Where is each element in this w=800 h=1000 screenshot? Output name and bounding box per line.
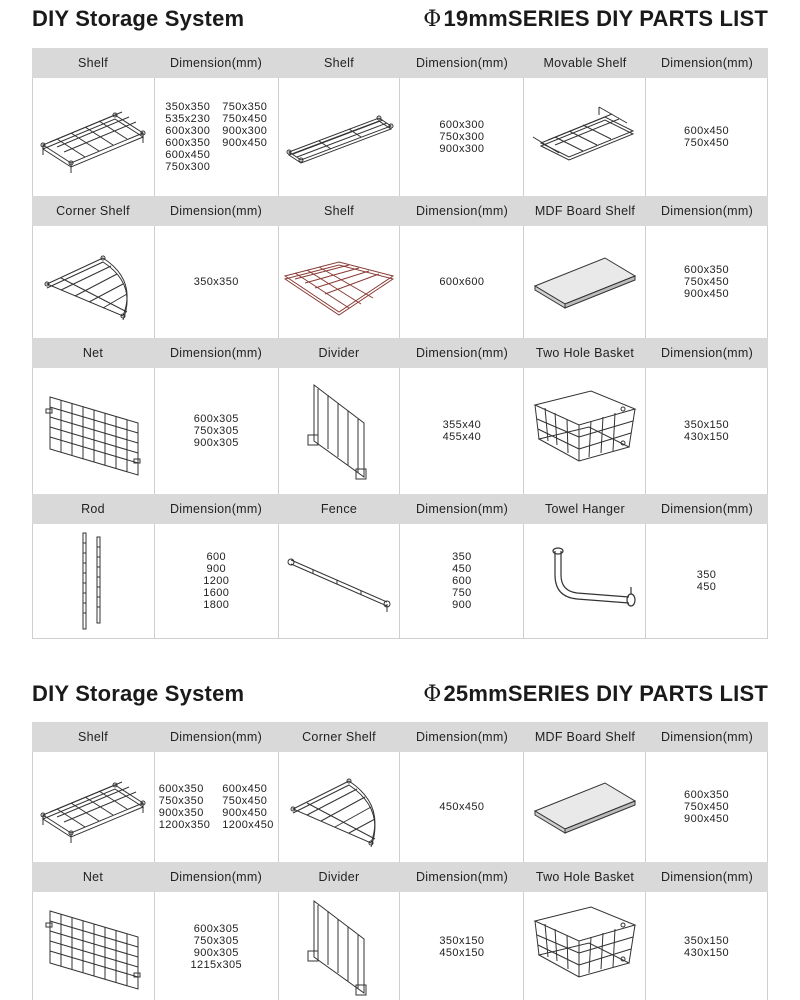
header-cell: Dimension(mm) xyxy=(415,730,509,744)
mdf-board-icon xyxy=(524,752,646,862)
header-cell: Dimension(mm) xyxy=(415,502,509,516)
header-cell: Corner Shelf xyxy=(302,730,376,744)
dimension-cell xyxy=(646,78,768,196)
header-cell: MDF Board Shelf xyxy=(534,204,636,218)
header-cell: Shelf xyxy=(324,56,354,70)
dimension-list: 600x305 750x305 900x305 1215x305 xyxy=(190,923,242,971)
dimension-list: 600x350 750x450 900x450 xyxy=(684,264,730,300)
header-cell: Divider xyxy=(318,346,360,360)
dimension-list: 350x150 430x150 xyxy=(684,419,730,443)
dimension-list: 350x150 430x150 xyxy=(684,935,730,959)
dimension-list: 350 450 600 750 900 xyxy=(452,551,472,611)
basket-icon xyxy=(524,892,646,1000)
header-cell: Net xyxy=(82,346,104,360)
basket-icon xyxy=(524,368,646,494)
header-cell: Dimension(mm) xyxy=(415,56,509,70)
section-title-row xyxy=(32,0,768,48)
phi-symbol: Φ xyxy=(423,7,442,32)
header-cell: Dimension(mm) xyxy=(660,56,754,70)
header-cell: Towel Hanger xyxy=(544,502,626,516)
table-header-row xyxy=(32,862,768,892)
mdf-board-icon xyxy=(524,226,646,338)
dimension-cell xyxy=(646,226,768,338)
series-19mm-section xyxy=(32,0,768,611)
table-row xyxy=(32,78,768,196)
fence-icon xyxy=(279,524,401,638)
header-cell: Corner Shelf xyxy=(56,204,130,218)
series-title-text: 19mmSERIES DIY PARTS LIST xyxy=(443,6,768,31)
header-cell: MDF Board Shelf xyxy=(534,730,636,744)
header-cell: Shelf xyxy=(78,56,108,70)
rod-icon xyxy=(33,524,155,638)
dimension-cell xyxy=(400,78,524,196)
movable-shelf-icon xyxy=(524,78,646,196)
dimension-cell xyxy=(400,752,524,862)
table-header-row xyxy=(32,196,768,226)
series-25mm-section xyxy=(32,675,768,971)
header-cell: Dimension(mm) xyxy=(415,204,509,218)
wire-shelf-icon xyxy=(33,752,155,862)
dimension-list: 600x450 750x450 xyxy=(684,125,730,149)
header-cell: Two Hole Basket xyxy=(535,870,635,884)
table-row xyxy=(32,524,768,638)
dimension-list: 600x350 750x350 900x350 1200x350 xyxy=(158,783,211,831)
table-row xyxy=(32,892,768,1000)
header-cell: Shelf xyxy=(78,730,108,744)
dimension-cell xyxy=(155,78,279,196)
dimension-cell xyxy=(646,752,768,862)
dimension-cell xyxy=(155,368,279,494)
divider-icon xyxy=(279,892,401,1000)
corner-shelf-icon xyxy=(279,752,401,862)
header-cell: Dimension(mm) xyxy=(169,502,263,516)
header-cell: Dimension(mm) xyxy=(660,870,754,884)
header-cell: Two Hole Basket xyxy=(535,346,635,360)
table-row xyxy=(32,368,768,494)
dimension-list: 600 900 1200 1600 1800 xyxy=(203,551,230,611)
header-cell: Fence xyxy=(320,502,358,516)
dimension-list: 600x300 750x300 900x300 xyxy=(439,119,485,155)
series-title xyxy=(423,6,768,32)
dimension-cell xyxy=(155,524,279,638)
dimension-cell xyxy=(400,368,524,494)
dimension-cell xyxy=(646,524,768,638)
header-cell: Net xyxy=(82,870,104,884)
dimension-list: 350x150 450x150 xyxy=(439,935,485,959)
dimension-cell xyxy=(400,226,524,338)
dimension-cell xyxy=(400,892,524,1000)
dimension-cell xyxy=(155,752,279,862)
wire-shelf-icon xyxy=(33,78,155,196)
dimension-list: 350 450 xyxy=(696,569,717,593)
header-cell: Dimension(mm) xyxy=(169,204,263,218)
header-cell: Dimension(mm) xyxy=(660,346,754,360)
header-cell: Shelf xyxy=(324,204,354,218)
table-header-row xyxy=(32,338,768,368)
long-wire-shelf-icon xyxy=(279,78,401,196)
dimension-cell xyxy=(646,892,768,1000)
section-title: DIY Storage System xyxy=(32,6,245,31)
header-cell: Divider xyxy=(318,870,360,884)
dimension-cell xyxy=(155,226,279,338)
dimension-list: 350x350 xyxy=(193,276,239,288)
dimension-list: 600x350 750x450 900x450 xyxy=(684,789,730,825)
corner-shelf-icon xyxy=(33,226,155,338)
header-cell: Dimension(mm) xyxy=(415,346,509,360)
header-cell: Dimension(mm) xyxy=(415,870,509,884)
dimension-cell xyxy=(646,368,768,494)
section-title-row xyxy=(32,675,768,723)
dimension-list: 355x40 455x40 xyxy=(442,419,482,443)
dimension-list: 450x450 xyxy=(439,801,485,813)
series-title-text: 25mmSERIES DIY PARTS LIST xyxy=(443,681,768,706)
table-header-row xyxy=(32,48,768,78)
header-cell: Dimension(mm) xyxy=(169,730,263,744)
header-cell: Dimension(mm) xyxy=(660,730,754,744)
table-row xyxy=(32,226,768,338)
series-title xyxy=(423,681,768,707)
table-header-row xyxy=(32,494,768,524)
corner-shelf-red-icon xyxy=(279,226,401,338)
phi-symbol: Φ xyxy=(423,682,442,707)
wire-net-icon xyxy=(33,892,155,1000)
table-header-row xyxy=(32,722,768,752)
dimension-list: 600x600 xyxy=(439,276,485,288)
header-cell: Dimension(mm) xyxy=(169,870,263,884)
dimension-list: 350x350 535x230 600x300 600x350 600x450 750x300 xyxy=(165,101,211,173)
header-cell: Rod xyxy=(81,502,105,516)
table-row xyxy=(32,752,768,862)
wire-net-icon xyxy=(33,368,155,494)
towel-hanger-icon xyxy=(524,524,646,638)
dimension-list: 600x450 750x450 900x450 1200x450 xyxy=(222,783,274,831)
parts-table xyxy=(32,48,768,639)
dimension-cell xyxy=(400,524,524,638)
section-title: DIY Storage System xyxy=(32,681,245,706)
header-cell: Dimension(mm) xyxy=(169,56,263,70)
parts-table xyxy=(32,722,768,1000)
header-cell: Dimension(mm) xyxy=(660,204,754,218)
dimension-list: 600x305 750x305 900x305 xyxy=(193,413,239,449)
dimension-list: 750x350 750x450 900x300 900x450 xyxy=(222,101,268,149)
dimension-cell xyxy=(155,892,279,1000)
header-cell: Dimension(mm) xyxy=(169,346,263,360)
divider-icon xyxy=(279,368,401,494)
header-cell: Movable Shelf xyxy=(543,56,627,70)
header-cell: Dimension(mm) xyxy=(660,502,754,516)
